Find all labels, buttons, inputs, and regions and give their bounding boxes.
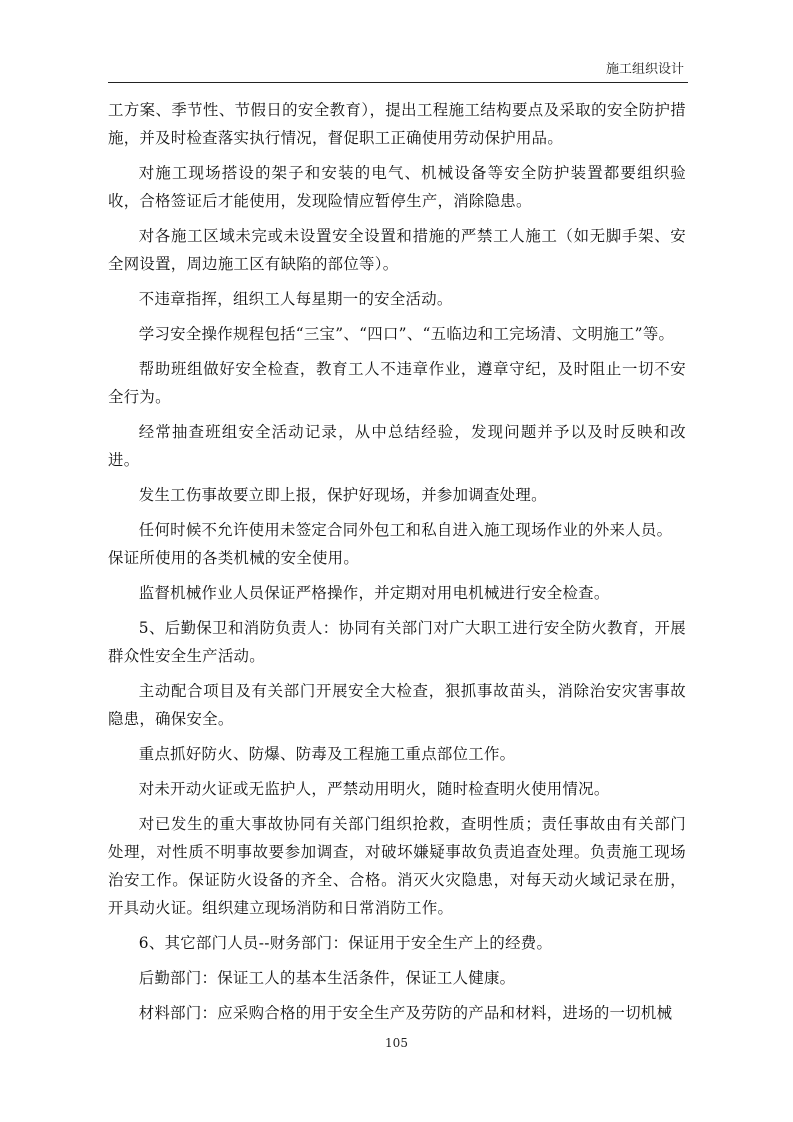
page-number: 105 [385, 1036, 408, 1050]
paragraph: 对施工现场搭设的架子和安装的电气、机械设备等安全防护装置都要组织验收，合格签证后才能使用，发现险情应暂停生产，消除隐患。 [108, 164, 686, 210]
paragraph: 监督机械作业人员保证严格操作，并定期对用电机械进行安全检查。 [138, 584, 610, 602]
paragraph: 对各施工区域未完或未设置安全设置和措施的严禁工人施工（如无脚手架、安全网设置，周边施工区有缺陷的部位等）。 [108, 227, 686, 273]
paragraph: 后勤部门：保证工人的基本生活条件，保证工人健康。 [138, 969, 516, 987]
paragraph: 保证所使用的各类机械的安全使用。 [108, 549, 360, 567]
paragraph: 学习安全操作规程包括“三宝”、“四口”、“五临边和工完场清、文明施工”等。 [138, 325, 675, 343]
paragraph: 6、其它部门人员--财务部门：保证用于安全生产上的经费。 [138, 934, 553, 952]
page-header [108, 52, 688, 83]
paragraph: 经常抽查班组安全活动记录，从中总结经验，发现问题并予以及时反映和改进。 [108, 423, 686, 469]
paragraph: 任何时候不允许使用未签定合同外包工和私自进入施工现场作业的外来人员。 [138, 521, 673, 539]
paragraph: 重点抓好防火、防爆、防毒及工程施工重点部位工作。 [138, 745, 516, 763]
paragraph: 主动配合项目及有关部门开展安全大检查，狠抓事故苗头，消除治安灾害事故隐患，确保安全。 [108, 682, 686, 728]
header-title: 施工组织设计 [605, 62, 684, 77]
paragraph: 工方案、季节性、节假日的安全教育），提出工程施工结构要点及采取的安全防护措施，并及时检查落实执行情况，督促职工正确使用劳动保护用品。 [108, 101, 686, 147]
paragraph: 不违章指挥，组织工人每星期一的安全活动。 [138, 290, 453, 308]
paragraph: 对未开动火证或无监护人，严禁动用明火，随时检查明火使用情况。 [138, 780, 610, 798]
document-body [108, 96, 686, 1034]
paragraph: 材料部门：应采购合格的用于安全生产及劳防的产品和材料，进场的一切机械 [138, 1004, 673, 1022]
paragraph: 发生工伤事故要立即上报，保护好现场，并参加调查处理。 [138, 486, 547, 504]
paragraph: 对已发生的重大事故协同有关部门组织抢救，查明性质；责任事故由有关部门处理，对性质不明事故要参加调查，对破坏嫌疑事故负责追查处理。负责施工现场治安工作。保证防火设备的齐全、合格。消灭火灾隐患，对每天动火域记录在册，开具动火证。组织建立现场消防和日常消防工作。 [108, 815, 686, 917]
paragraph: 帮助班组做好安全检查，教育工人不违章作业，遵章守纪，及时阻止一切不安全行为。 [108, 360, 686, 406]
paragraph: 5、后勤保卫和消防负责人：协同有关部门对广大职工进行安全防火教育，开展群众性安全生产活动。 [108, 619, 686, 665]
